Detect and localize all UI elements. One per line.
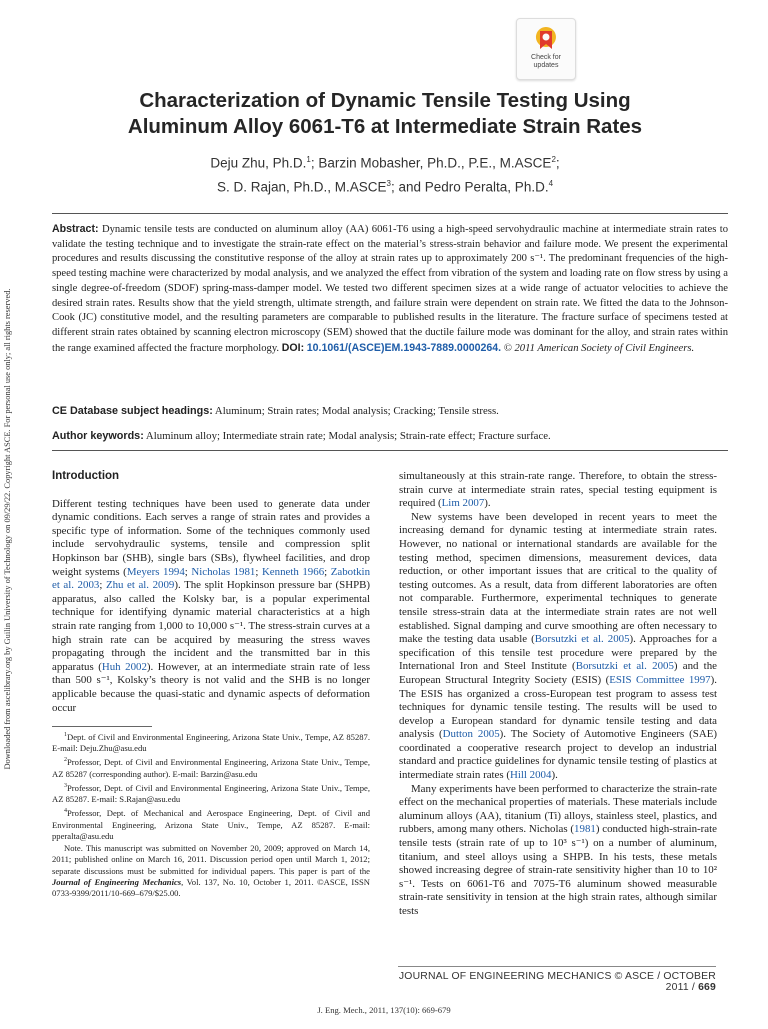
- citation-link[interactable]: Zabotkin et al. 2003: [52, 565, 371, 592]
- author-1-sup: 1: [306, 155, 311, 164]
- footnote: [52, 730, 370, 754]
- footnote-text: Professor, Dept. of Civil and Environmental Engineering, Arizona State Univ., Tempe, AZ 85287 (corresponding author). E-mail: Barzin@asu.edu: [52, 757, 370, 779]
- abstract: [52, 222, 728, 356]
- citation-link[interactable]: ESIS Committee 1997: [609, 673, 711, 686]
- text-run: ). Approaches for a specification of this tensile test procedure were prepared by the International Iron and Steel Institute (: [399, 633, 717, 673]
- text-run: ;: [184, 565, 192, 578]
- ce-subject-headings: [52, 404, 728, 418]
- download-notice-text: Downloaded from ascelibrary.org by Guilin University of Technology on 09/29/22. Copyright ASCE. For personal use only; all rights reserved.: [3, 288, 12, 770]
- citation-line: J. Eng. Mech., 2011, 137(10): 669-679: [317, 1005, 451, 1015]
- text-run: New systems have been developed in recent years to meet the increasing demand for dynamic testing at intermediate strain rates. However, no national or international standards are available for the testing method, specimen dimensions, measurement devices, data reduction, or other important issues that are critical to the quality of testing outcomes. As a result, data from different laboratories are often not comparable. Furthermore, experimental techniques to generate tensile stress-strain data at the intermediate strain rates are not well established. Signal damping and curve smoothing are often necessary to make the testing data usable (: [399, 510, 717, 646]
- citation-link[interactable]: Hill 2004: [509, 769, 552, 782]
- footnote-text: Dept. of Civil and Environmental Engineering, Arizona State Univ., Tempe, AZ 85287. E-mail: Deju.Zhu@asu.edu: [52, 731, 370, 754]
- author-list: [80, 150, 690, 197]
- text-run: ). The ESIS has organized a cross-European test program to assess test techniques for dynamic tensile testing. The results will be used to develop a European standard for dynamic tensile testing and data analysis (: [399, 673, 717, 741]
- divider: [52, 450, 728, 451]
- author-3-sup: 3: [386, 178, 391, 188]
- bookmark-icon: [535, 26, 557, 52]
- text-run: , Vol. 137, No. 10, October 1, 2011. ©ASCE, ISSN 0733-9399/2011/10-669–679/$25.00.: [52, 877, 370, 899]
- text-run: ). The Society of Automotive Engineers (SAE) coordinated a cooperative research project to develop an industrial standard and practice guidelines for dynamic tensile testing of plastics at intermediate strain rates (: [399, 728, 718, 782]
- intro-paragraph: [52, 498, 370, 716]
- footnote: [52, 755, 370, 779]
- citation-link[interactable]: Nicholas 1981: [191, 565, 256, 578]
- citation-link[interactable]: 1981: [574, 823, 596, 836]
- keywords-text: Aluminum alloy; Intermediate strain rate; Modal analysis; Strain-rate effect; Fracture surface.: [145, 430, 551, 442]
- text-run: Note. This manuscript was submitted on November 20, 2009; approved on March 14, 2011; published online on March 16, 2011. Discussion period open until March 1, 2012; separate discussions must be submitted for individual papers. This paper is part of the: [52, 843, 370, 876]
- citation-link[interactable]: Zhu et al. 2009: [105, 579, 175, 592]
- divider: [52, 213, 728, 214]
- text-run: ) and the European Structural Integrity Society (ESIS) (: [399, 660, 717, 686]
- ce-text: Aluminum; Strain rates; Modal analysis; Cracking; Tensile stress.: [214, 405, 499, 417]
- paper-title: [60, 88, 710, 140]
- footnote-marker: 3: [64, 782, 67, 789]
- right-column: [399, 470, 717, 919]
- author-2-sup: 2: [551, 155, 556, 164]
- text-run: simultaneously at this strain-rate range. Therefore, to obtain the stress-strain curve at intermediate strain rates, special testing equipment is required (: [399, 470, 717, 510]
- footnote-marker: 1: [64, 732, 67, 738]
- citation-link[interactable]: Huh 2002: [101, 660, 147, 673]
- check-for-updates-badge[interactable]: [516, 18, 576, 80]
- section-heading: Introduction: [52, 470, 120, 482]
- author-4: ; and Pedro Peralta, Ph.D.: [390, 179, 549, 194]
- author-2: ; Barzin Mobasher, Ph.D., P.E., M.ASCE: [310, 155, 552, 171]
- doi-label: DOI:: [281, 341, 305, 354]
- citation-link[interactable]: Kenneth 1966: [261, 565, 325, 578]
- footer-rule: [398, 966, 716, 967]
- footnote: [52, 806, 370, 842]
- footnote-marker: 2: [64, 757, 67, 764]
- text-run: ).: [551, 769, 558, 782]
- text-run: ;: [255, 565, 262, 578]
- text-run: Many experiments have been performed to characterize the strain-rate effect on the mechanical properties of materials. These materials include aluminum alloys (AA), titanium (Ti) alloys, stainless steel, plastics, and rubbers, among many others. Nicholas (: [399, 782, 717, 836]
- journal-footer-text: JOURNAL OF ENGINEERING MECHANICS © ASCE / OCTOBER 2011 /: [398, 971, 716, 993]
- doi-link[interactable]: 10.1061/(ASCE)EM.1943-7889.0000264.: [306, 341, 502, 354]
- text-run: ;: [99, 579, 106, 592]
- keywords-label: Author keywords:: [52, 430, 144, 442]
- paragraph: [399, 783, 717, 919]
- ce-label: CE Database subject headings:: [52, 405, 213, 417]
- paragraph: [399, 511, 717, 783]
- author-sep: ;: [555, 155, 560, 171]
- author-keywords: [52, 429, 728, 443]
- footnotes: [52, 730, 370, 901]
- journal-name: Journal of Engineering Mechanics: [52, 877, 182, 887]
- author-3: S. D. Rajan, Ph.D., M.ASCE: [216, 179, 387, 194]
- copyright: © 2011 American Society of Civil Engineers.: [503, 342, 695, 354]
- title-line-2: Aluminum Alloy 6061-T6 at Intermediate Strain Rates: [127, 115, 643, 138]
- abstract-text: Dynamic tensile tests are conducted on aluminum alloy (AA) 6061-T6 using a high-speed servohydraulic machine at intermediate strain rates to validate the testing technique and to investigate the strain-rate effect on the material’s stress-strain behavior and failure mode. We present the experimental procedures and results discussing the constitutive response of the alloy at strain rates up to approximately 200 s⁻¹. The predominant frequencies of the high-speed testing machine were characterized by modal analysis, and we analyzed the effect from vibration of the system and loading rate on flow stress by using a single degree-of-freedom (SDOF) spring-mass-damper model. We tested two different specimen sizes at a wide range of actuator velocities to achieve the desired strain rates. Results show that the yield strength, ultimate strength, and failure strain were dependent on strain rate. We fitted the data to the Johnson-Cook (JC) constitutive model, and the resulting parameters are comparable to published results in the literature. The fracture surface of specimens tested at different strain rates obtained by scanning electron microscopy (SEM) showed that the ductile failure mode was dominant for the alloy, and strain rates within the range examined affected the fracture morphology.: [52, 224, 728, 354]
- footnote: [52, 781, 370, 805]
- citation-link[interactable]: Lim 2007: [441, 497, 485, 510]
- footnote-text: Professor, Dept. of Civil and Environmental Engineering, Arizona State Univ., Tempe, AZ 85287. E-mail: S.Rajan@asu.edu: [52, 782, 370, 805]
- download-notice: [0, 0, 16, 1024]
- text-run: ) conducted high-strain-rate tensile tests (strain rate of up to 10³ s⁻¹) on a number of aluminum, titanium, and steel alloys using a SHPB. In his tests, these metals showed increasing degree of strain-rate sensitivity higher than 10 to 10² s⁻¹. Tests on 6061-T6 and 7075-T6 aluminum showed measurable strain-rate sensitivity in tension at the high strain rates, although similar tests: [399, 823, 717, 917]
- journal-footer: [398, 971, 716, 993]
- footnote-marker: 4: [64, 808, 67, 815]
- text-run: ).: [484, 497, 491, 510]
- badge-label-2: updates: [533, 62, 559, 69]
- citation-link[interactable]: Dutton 2005: [442, 728, 500, 741]
- footnote-text: Professor, Dept. of Mechanical and Aerospace Engineering, Dept. of Civil and Environmental Engineering, Arizona State Univ., Tempe, AZ 85287. E-mail: pperalta@asu.edu: [52, 808, 370, 841]
- left-column: [52, 470, 370, 715]
- page-number: 669: [698, 982, 716, 993]
- author-1: Deju Zhu, Ph.D.: [210, 155, 307, 171]
- title-line-1: Characterization of Dynamic Tensile Testing Using: [139, 89, 631, 112]
- author-4-sup: 4: [548, 178, 554, 188]
- paragraph: [399, 470, 717, 511]
- text-run: Different testing techniques have been used to generate data under dynamic conditions. Each serves a range of strain rates and provides a specific type of information. Some of the techniques commonly used include servohydraulic systems, tensile and compression split Hopkinson bar (SHB), single bars (SBs), flywheel facilities, and drop weight systems (: [52, 497, 370, 578]
- text-run: ;: [324, 565, 331, 578]
- footnote-rule: [52, 726, 152, 727]
- citation-link[interactable]: Borsutzki et al. 2005: [534, 633, 630, 646]
- text-run: ). However, at an intermediate strain rate of less than 500 s⁻¹, Kolsky’s theory is not valid and the SHB is no longer applicable because the quasi-static and dynamic aspects of deformation occur: [52, 660, 371, 714]
- citation-link[interactable]: Borsutzki et al. 2005: [575, 660, 674, 673]
- badge-label-1: Check for: [531, 54, 561, 61]
- text-run: ). The split Hopkinson pressure bar (SHPB) apparatus, also called the Kolsky bar, is a popular experimental technique for identifying dynamic material characteristics at a high strain rate ranging from 1,000 to 10,000 s⁻¹. The stress-strain curves at a high strain rate can be acquired by measuring the stress waves propagating through the incident and the transmitted bar in this apparatus (: [52, 579, 371, 673]
- abstract-label: Abstract:: [52, 223, 99, 235]
- citation-link[interactable]: Meyers 1994: [126, 565, 185, 578]
- manuscript-note: [52, 843, 370, 899]
